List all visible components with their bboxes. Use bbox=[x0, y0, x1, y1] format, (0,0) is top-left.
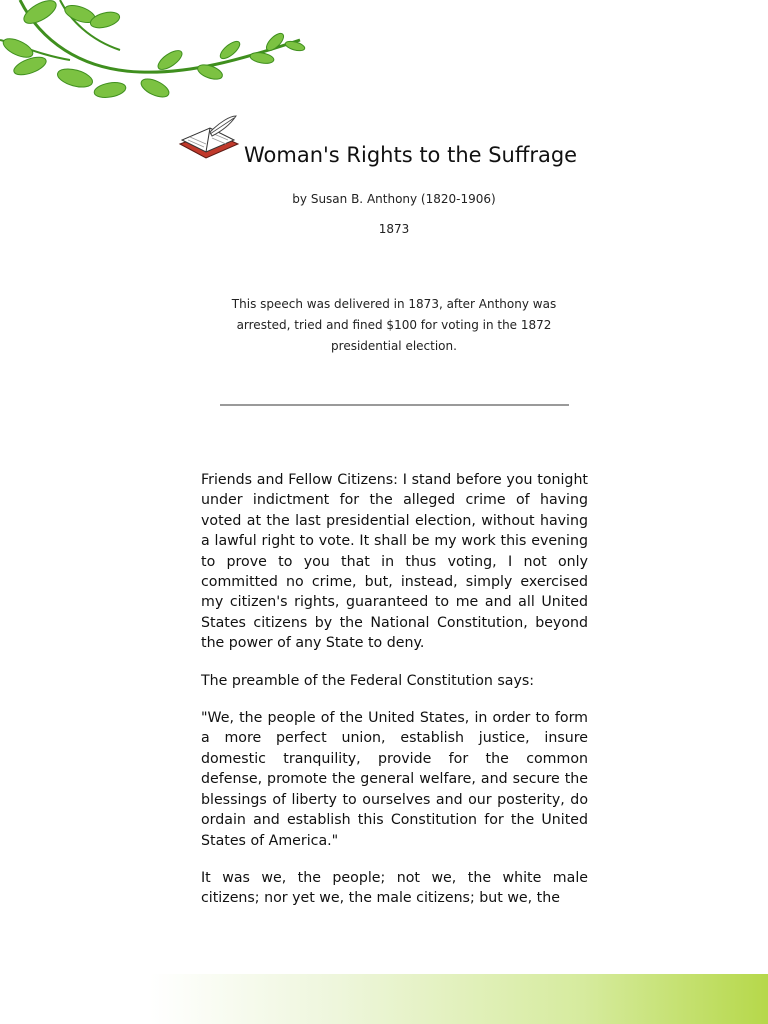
body-paragraph: Friends and Fellow Citizens: I stand before you tonight under indictment for the alleged crime of having voted at the last presidential election, without having a lawful right to vote. It shall be my work this evening to prove to you that in thus voting, I not only committed no crime, but, instead, simply exercised my citizen's rights, guaranteed to me and all United States citizens by the National Constitution, beyond the power of any State to deny. bbox=[201, 472, 588, 652]
speech-year: 1873 bbox=[378, 222, 410, 236]
intro-note: This speech was delivered in 1873, after Anthony was arrested, tried and fined $100 for voting in the 1872 presidential election. bbox=[231, 297, 557, 353]
body-paragraph: The preamble of the Federal Constitution says: bbox=[201, 672, 535, 689]
document-title: Woman's Rights to the Suffrage bbox=[244, 143, 578, 167]
speech-body bbox=[201, 470, 588, 926]
body-paragraph: "We, the people of the United States, in order to form a more perfect union, establish justice, insure domestic tranquility, provide for the common defense, promote the general welfare, and secure the blessings of liberty to ourselves and our posterity, do ordain and establish this Constitution for the United States of America." bbox=[201, 710, 588, 849]
footer-gradient-band bbox=[150, 974, 768, 1024]
open-book-quill-icon bbox=[176, 114, 242, 166]
body-paragraph: It was we, the people; not we, the white male citizens; nor yet we, the male citizens; but we, the bbox=[201, 869, 588, 907]
horizontal-divider bbox=[220, 404, 569, 406]
author-byline: by Susan B. Anthony (1820-1906) bbox=[292, 192, 496, 206]
vine-decoration bbox=[0, 0, 310, 110]
